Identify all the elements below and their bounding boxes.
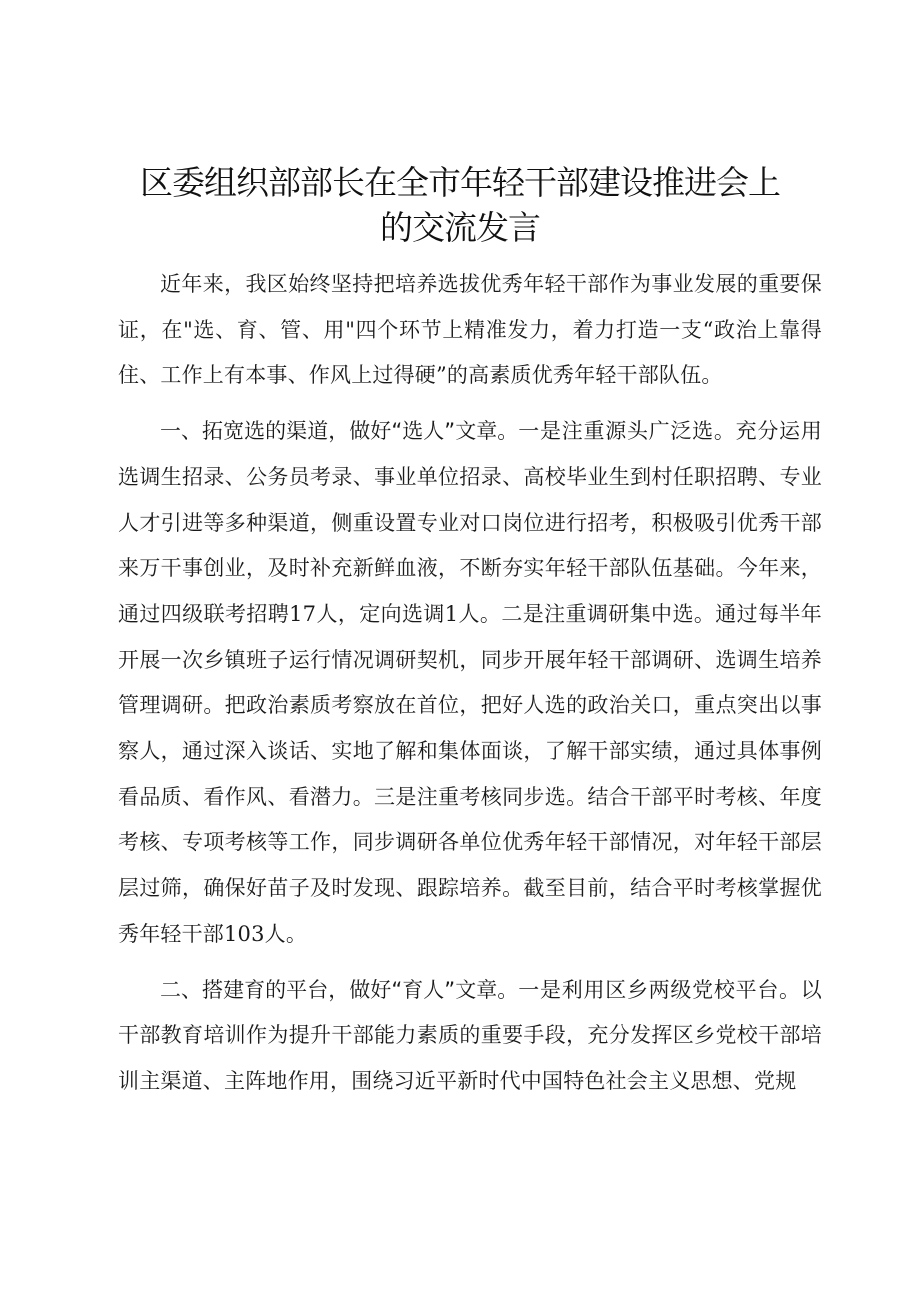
document-title — [110, 160, 810, 250]
section-2-body: 一是利用区乡两级党校平台。以干部教育培训作为提升干部能力素质的重要手段，充分发挥区乡党校干部培训主渠道、主阵地作用，围绕习近平新时代中国特色社会主义思想、党规 — [118, 977, 822, 1093]
title-line-1: 区委组织部部长在全市年轻干部建设推进会上 — [140, 163, 780, 202]
document-body — [118, 262, 822, 1105]
section-1-heading: 一、拓宽选的渠道，做好“选人”文章。 — [160, 419, 519, 444]
section-2-paragraph — [118, 968, 822, 1105]
section-2-heading: 二、搭建育的平台，做好“育人”文章。 — [160, 977, 519, 1002]
title-line-2: 的交流发言 — [380, 208, 540, 247]
section-1-body: 一是注重源头广泛选。充分运用选调生招录、公务员考录、事业单位招录、高校毕业生到村任职招聘、专业人才引进等多种渠道，侧重设置专业对口岗位进行招考，积极吸引优秀干部来万干事创业，及时补充新鲜血液，不断夯实年轻干部队伍基础。今年来，通过四级联考招聘17人，定向选调1人。二是注重调研集中选。通过每半年开展一次乡镇班子运行情况调研契机，同步开展年轻干部调研、选调生培养管理调研。把政治素质考察放在首位，把好人选的政治关口，重点突出以事察人，通过深入谈话、实地了解和集体面谈，了解干部实绩，通过具体事例看品质、看作风、看潜力。三是注重考核同步选。结合干部平时考核、年度考核、专项考核等工作，同步调研各单位优秀年轻干部情况，对年轻干部层层过筛，确保好苗子及时发现、跟踪培养。截至目前，结合平时考核掌握优秀年轻干部103人。 — [118, 419, 822, 946]
intro-paragraph: 近年来，我区始终坚持把培养选拔优秀年轻干部作为事业发展的重要保证，在"选、育、管、用"四个环节上精准发力，着力打造一支“政治上靠得住、工作上有本事、作风上过得硬”的高素质优秀年轻干部队伍。 — [118, 272, 822, 388]
section-1-paragraph — [118, 409, 822, 957]
